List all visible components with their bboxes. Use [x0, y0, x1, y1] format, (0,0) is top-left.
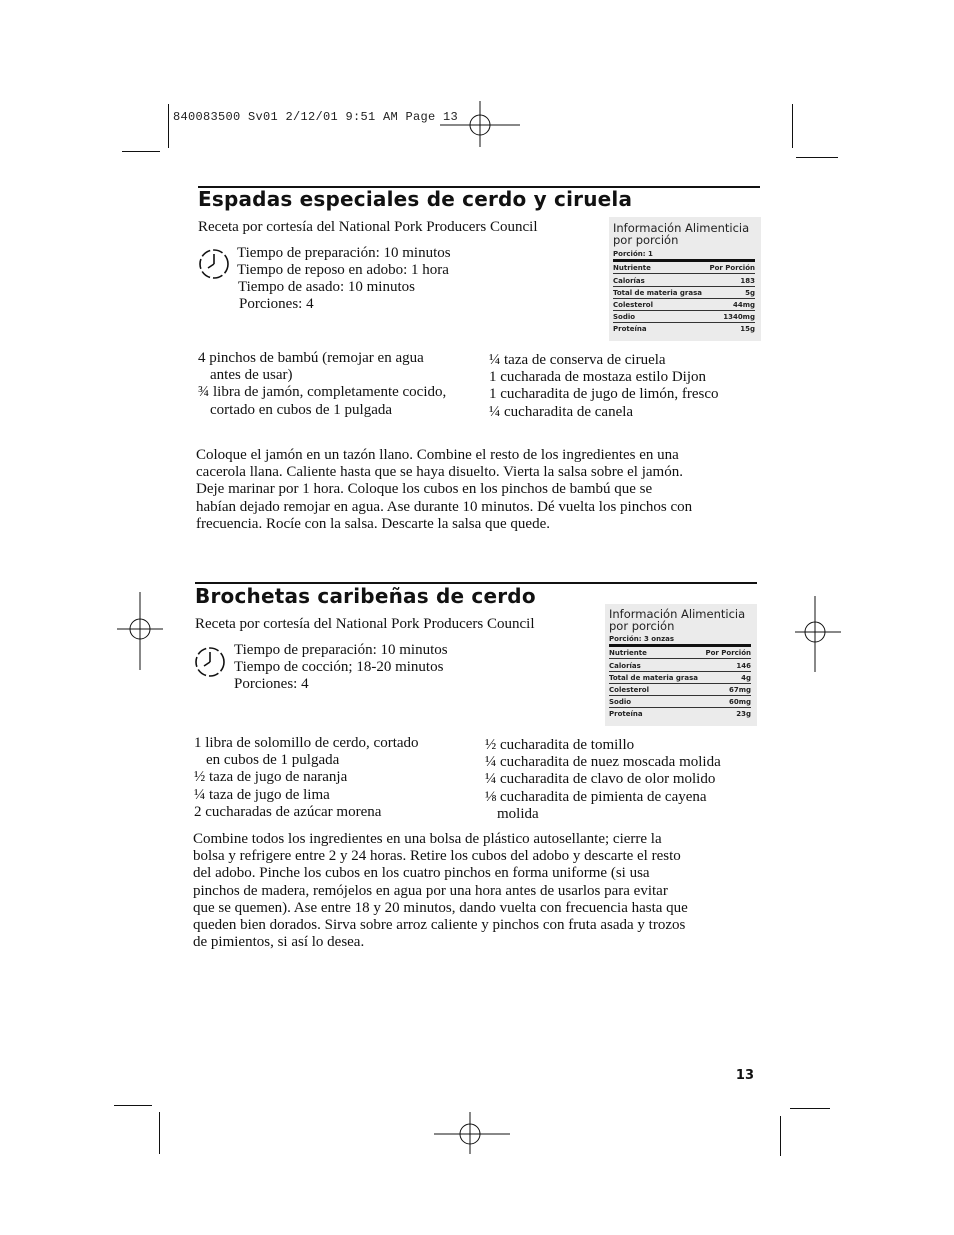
ingredients-left: [198, 350, 478, 419]
nutrition-info-box: [605, 604, 757, 726]
print-slug: 840083500 Sv01 2/12/01 9:51 AM Page 13: [173, 110, 459, 124]
registration-mark: [795, 596, 841, 672]
ingredient: 1 cucharadita de jugo de limón, fresco: [489, 386, 719, 403]
recipe-times: [237, 245, 451, 313]
nutrition-row: Sodio 1340mg: [613, 313, 755, 321]
crop-mark: [159, 1112, 160, 1154]
crop-mark: [780, 1116, 781, 1156]
nutrition-row: Calorías 183: [613, 277, 755, 285]
nutrition-info-box: [609, 217, 761, 341]
grill-time: Tiempo de asado: 10 minutos: [238, 279, 415, 295]
ingredient: ½ taza de jugo de naranja: [194, 769, 348, 786]
ingredients-right: [485, 737, 760, 823]
crop-mark: [796, 157, 838, 158]
nutrition-header-row: Nutriente Por Porción: [613, 264, 755, 272]
crop-mark: [122, 151, 160, 152]
crop-mark: [792, 104, 793, 148]
nutrition-row: Proteína 23g: [609, 710, 751, 718]
servings: Porciones: 4: [239, 296, 314, 312]
nutrition-row: Colesterol 67mg: [609, 686, 751, 694]
recipe-times: [234, 642, 448, 693]
ingredient: ¼ cucharadita de canela: [489, 403, 634, 420]
servings: Porciones: 4: [234, 676, 309, 692]
clock-icon: [192, 644, 228, 680]
nutrition-portion: Porción: 3 onzas: [609, 635, 675, 643]
ingredient: ¼ taza de conserva de ciruela: [489, 352, 666, 368]
registration-mark: [440, 101, 520, 147]
recipe-courtesy: Receta por cortesía del National Pork Producers Council: [195, 616, 535, 632]
ingredient: ¼ taza de jugo de lima: [194, 786, 330, 803]
ingredient: 4 pinchos de bambú (remojar en agua: [198, 350, 424, 366]
ingredient-continued: cortado en cubos de 1 pulgada: [210, 401, 393, 418]
nutrition-subtitle: por porción: [613, 233, 679, 247]
clock-icon: [196, 246, 232, 282]
nutrition-row: Total de materia grasa 5g: [613, 289, 755, 297]
registration-mark: [117, 592, 163, 670]
prep-time: Tiempo de preparación: 10 minutos: [237, 245, 451, 261]
nutrition-rule: [613, 259, 755, 262]
recipe-directions: Combine todos los ingredientes en una bolsa de plástico autosellante; cierre la bolsa y refrigere entre 2 y 24 horas. Retire los cubos del adobo y descarte el resto del adobo. Pinche los cubos en los cuatro pinchos en forma uniforme (si usa pinchos de madera, remójelos en agua por una hora antes de usarlos para evitar que se quemen). Ase entre 18 y 20 minutos, dando vuelta con frecuencia hasta que queden bien dorados. Sirva sobre arroz caliente y pinchos con fruta asada y trozos de pimientos, si así lo desea.: [193, 831, 688, 951]
nutrition-rule: [609, 644, 751, 647]
nutrition-title: Información Alimenticia: [609, 607, 746, 621]
ingredient: ¼ cucharadita de nuez moscada molida: [485, 754, 721, 771]
prep-time: Tiempo de preparación: 10 minutos: [234, 642, 448, 658]
ingredient: ¼ cucharadita de clavo de olor molido: [485, 771, 716, 788]
nutrition-row: Colesterol 44mg: [613, 301, 755, 309]
ingredient: ½ cucharadita de tomillo: [485, 737, 635, 753]
nutrition-row: Calorías 146: [609, 662, 751, 670]
crop-mark: [168, 104, 169, 148]
ingredient: ⅛ cucharadita de pimienta de cayena: [485, 788, 707, 805]
nutrition-subtitle: por porción: [609, 619, 675, 633]
nutrition-row: Total de materia grasa 4g: [609, 674, 751, 682]
nutrition-portion: Porción: 1: [613, 250, 653, 258]
ingredient: 1 libra de solomillo de cerdo, cortado: [194, 735, 419, 751]
ingredient: ¾ libra de jamón, completamente cocido,: [198, 384, 447, 401]
crop-mark: [790, 1108, 830, 1109]
nutrition-row: Proteína 15g: [613, 325, 755, 333]
cook-time: Tiempo de cocción; 18-20 minutos: [234, 659, 444, 675]
recipe-courtesy: Receta por cortesía del National Pork Producers Council: [198, 219, 538, 235]
recipe-title: Brochetas caribeñas de cerdo: [195, 584, 536, 608]
recipe-directions: Coloque el jamón en un tazón llano. Combine el resto de los ingredientes en una cacerola llana. Caliente hasta que se haya disuelto. Vierta la salsa sobre el jamón. Deje marinar por 1 hora. Coloque los cubos en los pinchos de bambú que se habían dejado remojar en agua. Ase durante 10 minutos. Dé vuelta los pinchos con frecuencia. Rocíe con la salsa. Descarte la salsa que quede.: [196, 447, 693, 532]
crop-mark: [114, 1105, 152, 1106]
nutrition-row: Sodio 60mg: [609, 698, 751, 706]
registration-mark: [434, 1112, 510, 1154]
marinate-time: Tiempo de reposo en adobo: 1 hora: [237, 262, 449, 278]
nutrition-title: Información Alimenticia: [613, 221, 750, 235]
ingredient: 1 cucharada de mostaza estilo Dijon: [489, 369, 707, 386]
ingredient: 2 cucharadas de azúcar morena: [194, 803, 382, 820]
nutrition-header-row: Nutriente Por Porción: [609, 649, 751, 657]
ingredients-right: [489, 352, 759, 421]
ingredient-continued: molida: [497, 805, 539, 822]
page-number: 13: [735, 1068, 754, 1083]
ingredient-continued: en cubos de 1 pulgada: [206, 752, 340, 769]
ingredient-continued: antes de usar): [210, 367, 293, 384]
recipe-title: Espadas especiales de cerdo y ciruela: [198, 187, 633, 211]
ingredients-left: [194, 735, 479, 821]
